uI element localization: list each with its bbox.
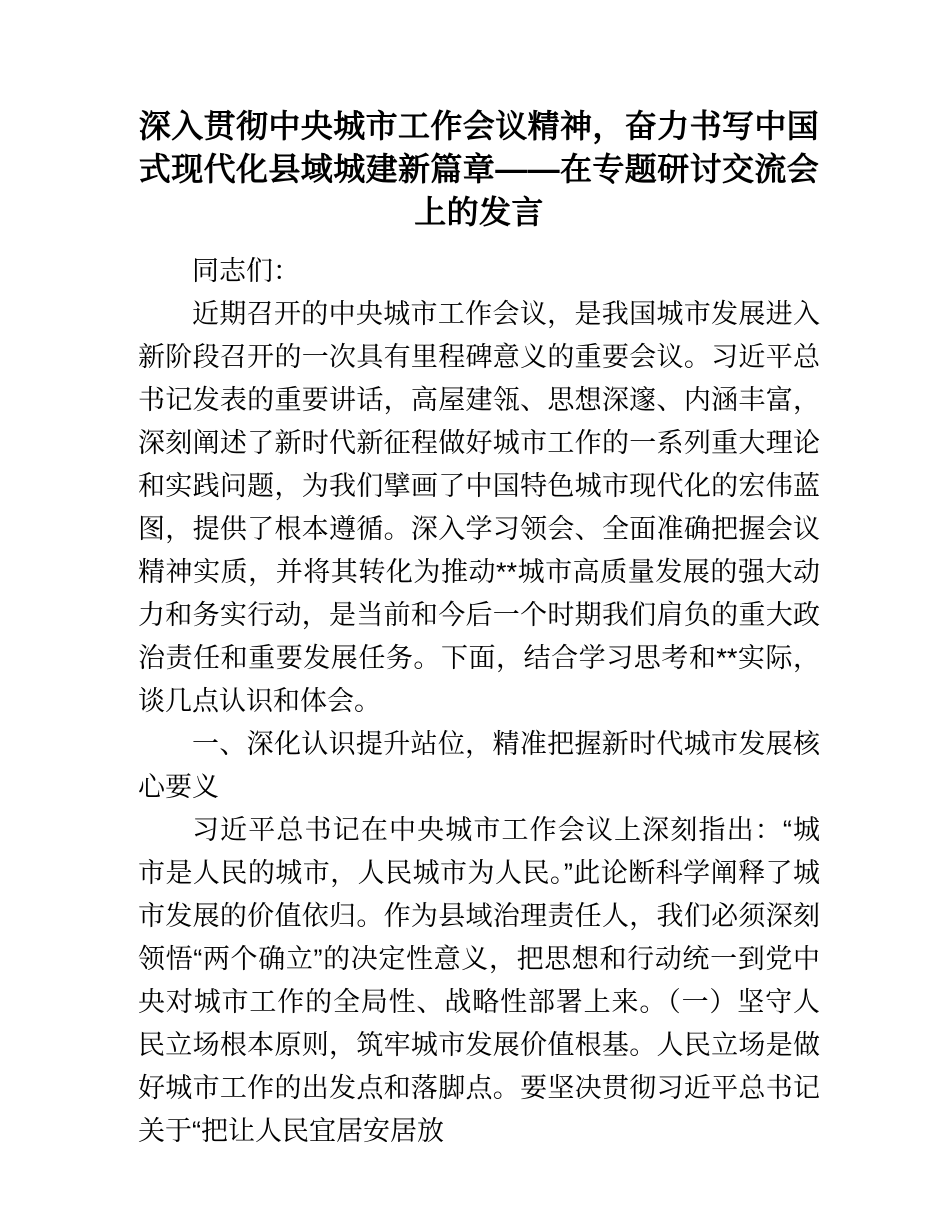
paragraph-intro: 近期召开的中央城市工作会议，是我国城市发展进入新阶段召开的一次具有里程碑意义的重要会议。习近平总书记发表的重要讲话，高屋建瓴、思想深邃、内涵丰富，深刻阐述了新时代新征程做好城市工作的一系列重大理论和实践问题，为我们擘画了中国特色城市现代化的宏伟蓝图，提供了根本遵循。深入学习领会、全面准确把握会议精神实质，并将其转化为推动**城市高质量发展的强大动力和务实行动，是当前和今后一个时期我们肩负的重大政治责任和重要发展任务。下面，结合学习思考和**实际，谈几点认识和体会。 — [138, 299, 820, 716]
document-title: 深入贯彻中央城市工作会议精神，奋力书写中国式现代化县域城建新篇章——在专题研讨交流会上的发言 — [138, 108, 820, 230]
document-body — [138, 105, 820, 1153]
paragraph-section-one-body: 习近平总书记在中央城市工作会议上深刻指出：“城市是人民的城市，人民城市为人民。”此论断科学阐释了城市发展的价值依归。作为县域治理责任人，我们必须深刻领悟“两个确立”的决定性意义，把思想和行动统一到党中央对城市工作的全局性、战略性部署上来。（一）坚守人民立场根本原则，筑牢城市发展价值根基。人民立场是做好城市工作的出发点和落脚点。要坚决贯彻习近平总书记关于“把让人民宜居安居放 — [138, 815, 820, 1146]
section-heading-one: 一、深化认识提升站位，精准把握新时代城市发展核心要义 — [138, 729, 820, 802]
salutation: 同志们： — [192, 256, 300, 286]
